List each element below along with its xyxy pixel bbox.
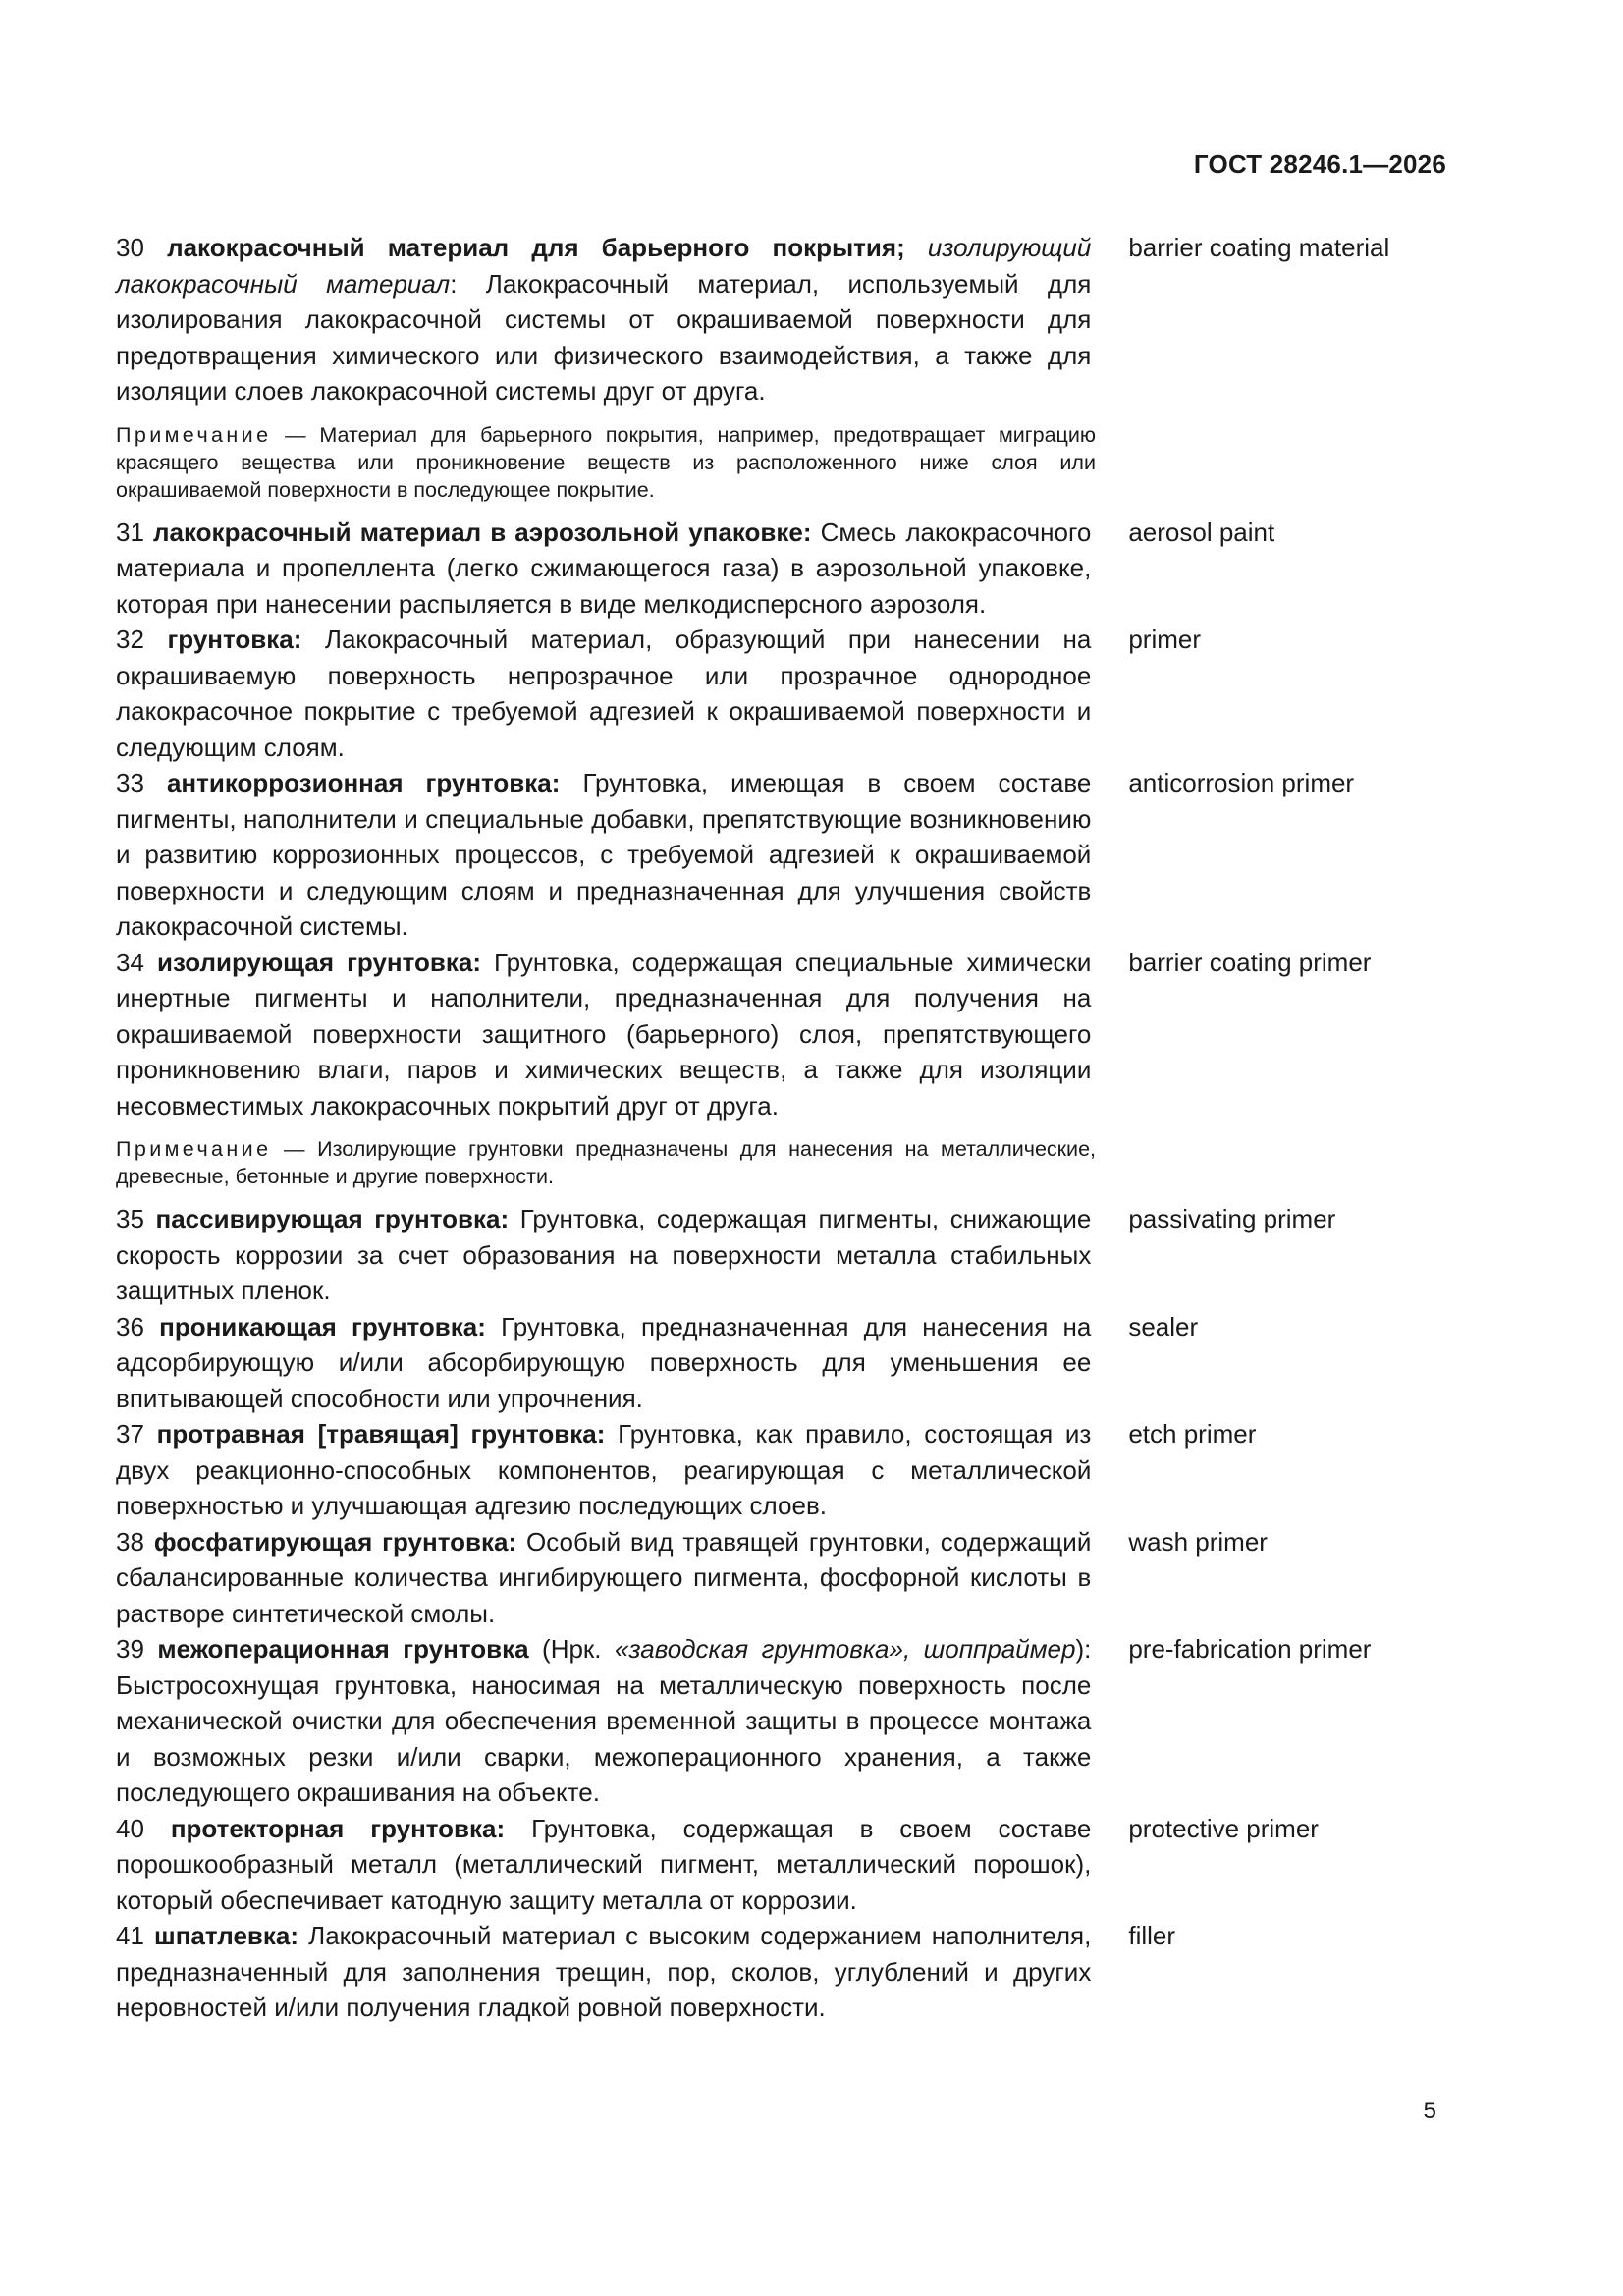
term-name: шпатлевка: — [154, 1921, 299, 1950]
term-definition-ru — [116, 1201, 1091, 1309]
definition-text: Грунтовка, содержащая в своем составе порошкообразный металл (металлический пигмент, металлический порошок), который обеспечивает катодную защиту металла от коррозии. — [116, 1813, 1092, 1915]
term-definition-ru — [116, 765, 1091, 945]
term-number: 41 — [116, 1921, 144, 1950]
term-entry-30 — [116, 230, 1412, 410]
term-name: межоперационная грунтовка — [157, 1634, 529, 1664]
note-text: — Материал для барьерного покрытия, например, предотвращает миграцию красящего вещества или проникновение веществ из расположенного ниже слоя или окрашиваемой поверхности в последующее покрытие. — [116, 422, 1096, 502]
term-entry-38 — [116, 1524, 1412, 1632]
term-number: 31 — [116, 517, 144, 547]
definition-text: Грунтовка, предназначенная для нанесения на адсорбирующую и/или абсорбирующую поверхность для уменьшения ее впитывающей способности или упрочнения. — [116, 1311, 1092, 1413]
term-number: 39 — [116, 1634, 144, 1664]
term-number: 30 — [116, 233, 144, 262]
term-name: лакокрасочный материал в аэрозольной упаковке: — [153, 517, 812, 547]
term-synonym: изолирующий лакокрасочный материал — [116, 233, 1092, 299]
definition-text: Лакокрасочный материал с высоким содержанием наполнителя, предназначенный для заполнения трещин, пор, сколов, углублений и других неровностей и/или получения гладкой ровной поверхности. — [116, 1921, 1092, 2022]
term-definition-ru — [116, 1811, 1091, 1919]
term-english: barrier coating material — [1128, 233, 1390, 262]
term-number: 37 — [116, 1419, 144, 1449]
term-definition-ru — [116, 945, 1091, 1124]
definition-text: Грунтовка, как правило, состоящая из двух реакционно-способных компонентов, реагирующая с металлической поверхностью и улучшающая адгезию последующих слоев. — [116, 1419, 1092, 1520]
definition-text: : Лакокрасочный материал, используемый для изолирования лакокрасочной системы от окрашиваемой поверхности для предотвращения химического или физического взаимодействия, а также для изоляции слоев лакокрасочной системы друг от друга. — [116, 268, 1092, 406]
definition-text: ): Быстросохнущая грунтовка, наносимая на металлическую поверхность после механической очистки для обеспечения временной защиты в процессе монтажа и возможных резки и/или сварки, межоперационного хранения, а также последующего окрашивания на объекте. — [116, 1634, 1092, 1807]
non-recommended-prefix: (Нрк. — [528, 1634, 615, 1664]
page-number: 5 — [1423, 2098, 1436, 2124]
term-name: фосфатирующая грунтовка: — [153, 1526, 517, 1557]
term-english: passivating primer — [1128, 1204, 1336, 1233]
definition-text: Смесь лакокрасочного материала и пропеллента (легко сжимающегося газа) в аэрозольной упаковке, которая при нанесении распыляется в виде мелкодисперсного аэрозоля. — [116, 517, 1092, 619]
term-number: 38 — [116, 1526, 144, 1557]
term-entry-36 — [116, 1309, 1412, 1417]
term-number: 32 — [116, 625, 144, 654]
term-definition-ru — [116, 1524, 1091, 1632]
term-number: 33 — [116, 768, 144, 797]
term-synonym: «заводская грунтовка», шоппраймер — [615, 1634, 1076, 1664]
definition-text: Грунтовка, имеющая в своем составе пигменты, наполнители и специальные добавки, препятствующие возникновению и развитию коррозионных процессов, с требуемой адгезией к окрашиваемой поверхности и следующим слоям и предназначенная для улучшения свойств лакокрасочной системы. — [116, 768, 1092, 941]
term-name: проникающая грунтовка: — [159, 1311, 486, 1341]
definition-text: Особый вид травящей грунтовки, содержащий сбалансированные количества ингибирующего пигмента, фосфорной кислоты в растворе синтетической смолы. — [116, 1526, 1092, 1628]
term-english: filler — [1128, 1921, 1176, 1950]
term-entry-31 — [116, 515, 1412, 623]
term-name: изолирующая грунтовка: — [156, 947, 482, 977]
term-definition-ru — [116, 1918, 1091, 2026]
term-english: anticorrosion primer — [1128, 768, 1355, 797]
term-name: протекторная грунтовка: — [170, 1813, 506, 1843]
term-english: pre-fabrication primer — [1128, 1634, 1372, 1664]
term-name: антикоррозионная грунтовка: — [166, 768, 561, 797]
term-definition-ru — [116, 1309, 1091, 1417]
term-entry-35 — [116, 1201, 1412, 1309]
note-label: Примечание — [116, 1137, 272, 1161]
term-definition-ru — [116, 622, 1091, 765]
term-definition-ru — [116, 1631, 1091, 1811]
note-label: Примечание — [116, 422, 272, 447]
definition-text: Грунтовка, содержащая пигменты, снижающие скорость коррозии за счет образования на поверхности металла стабильных защитных пленок. — [116, 1204, 1092, 1305]
term-name: протравная [травящая] грунтовка: — [156, 1419, 606, 1449]
term-english: primer — [1128, 625, 1202, 654]
term-english: aerosol paint — [1128, 517, 1275, 547]
standard-designation: ГОСТ 28246.1—2026 — [1193, 149, 1446, 179]
term-number: 40 — [116, 1813, 144, 1843]
note-text: — Изолирующие грунтовки предназначены для нанесения на металлические, древесные, бетонные и другие поверхности. — [116, 1137, 1096, 1188]
term-entry-37 — [116, 1416, 1412, 1524]
term-entry-41 — [116, 1918, 1412, 2026]
note — [116, 421, 1096, 504]
term-definition-ru — [116, 1416, 1091, 1524]
term-english: sealer — [1128, 1311, 1199, 1341]
term-number: 36 — [116, 1311, 144, 1341]
term-definition-ru — [116, 515, 1091, 623]
term-entry-40 — [116, 1811, 1412, 1919]
term-entry-39 — [116, 1631, 1412, 1811]
term-entry-34 — [116, 945, 1412, 1124]
term-english: protective primer — [1128, 1813, 1319, 1843]
note — [116, 1135, 1096, 1190]
term-name: лакокрасочный материал для барьерного покрытия; — [167, 233, 905, 262]
term-english: wash primer — [1128, 1526, 1268, 1557]
definition-text: Лакокрасочный материал, образующий при нанесении на окрашиваемую поверхность непрозрачное или прозрачное однородное лакокрасочное покрытие с требуемой адгезией к окрашиваемой поверхности и следующим слоям. — [116, 625, 1092, 762]
term-entry-32 — [116, 622, 1412, 765]
term-name: грунтовка: — [167, 625, 302, 654]
definition-text: Грунтовка, содержащая специальные химически инертные пигменты и наполнители, предназначенная для получения на окрашиваемой поверхности защитного (барьерного) слоя, препятствующего проникновению влаги, паров и химических веществ, а также для изоляции несовместимых лакокрасочных покрытий друг от друга. — [116, 947, 1092, 1121]
term-name: пассивирующая грунтовка: — [155, 1204, 510, 1233]
terms-list — [116, 230, 1412, 2026]
term-english: etch primer — [1128, 1419, 1257, 1449]
term-english: barrier coating primer — [1128, 947, 1372, 977]
term-number: 35 — [116, 1204, 144, 1233]
term-definition-ru — [116, 230, 1091, 410]
term-number: 34 — [116, 947, 144, 977]
term-entry-33 — [116, 765, 1412, 945]
